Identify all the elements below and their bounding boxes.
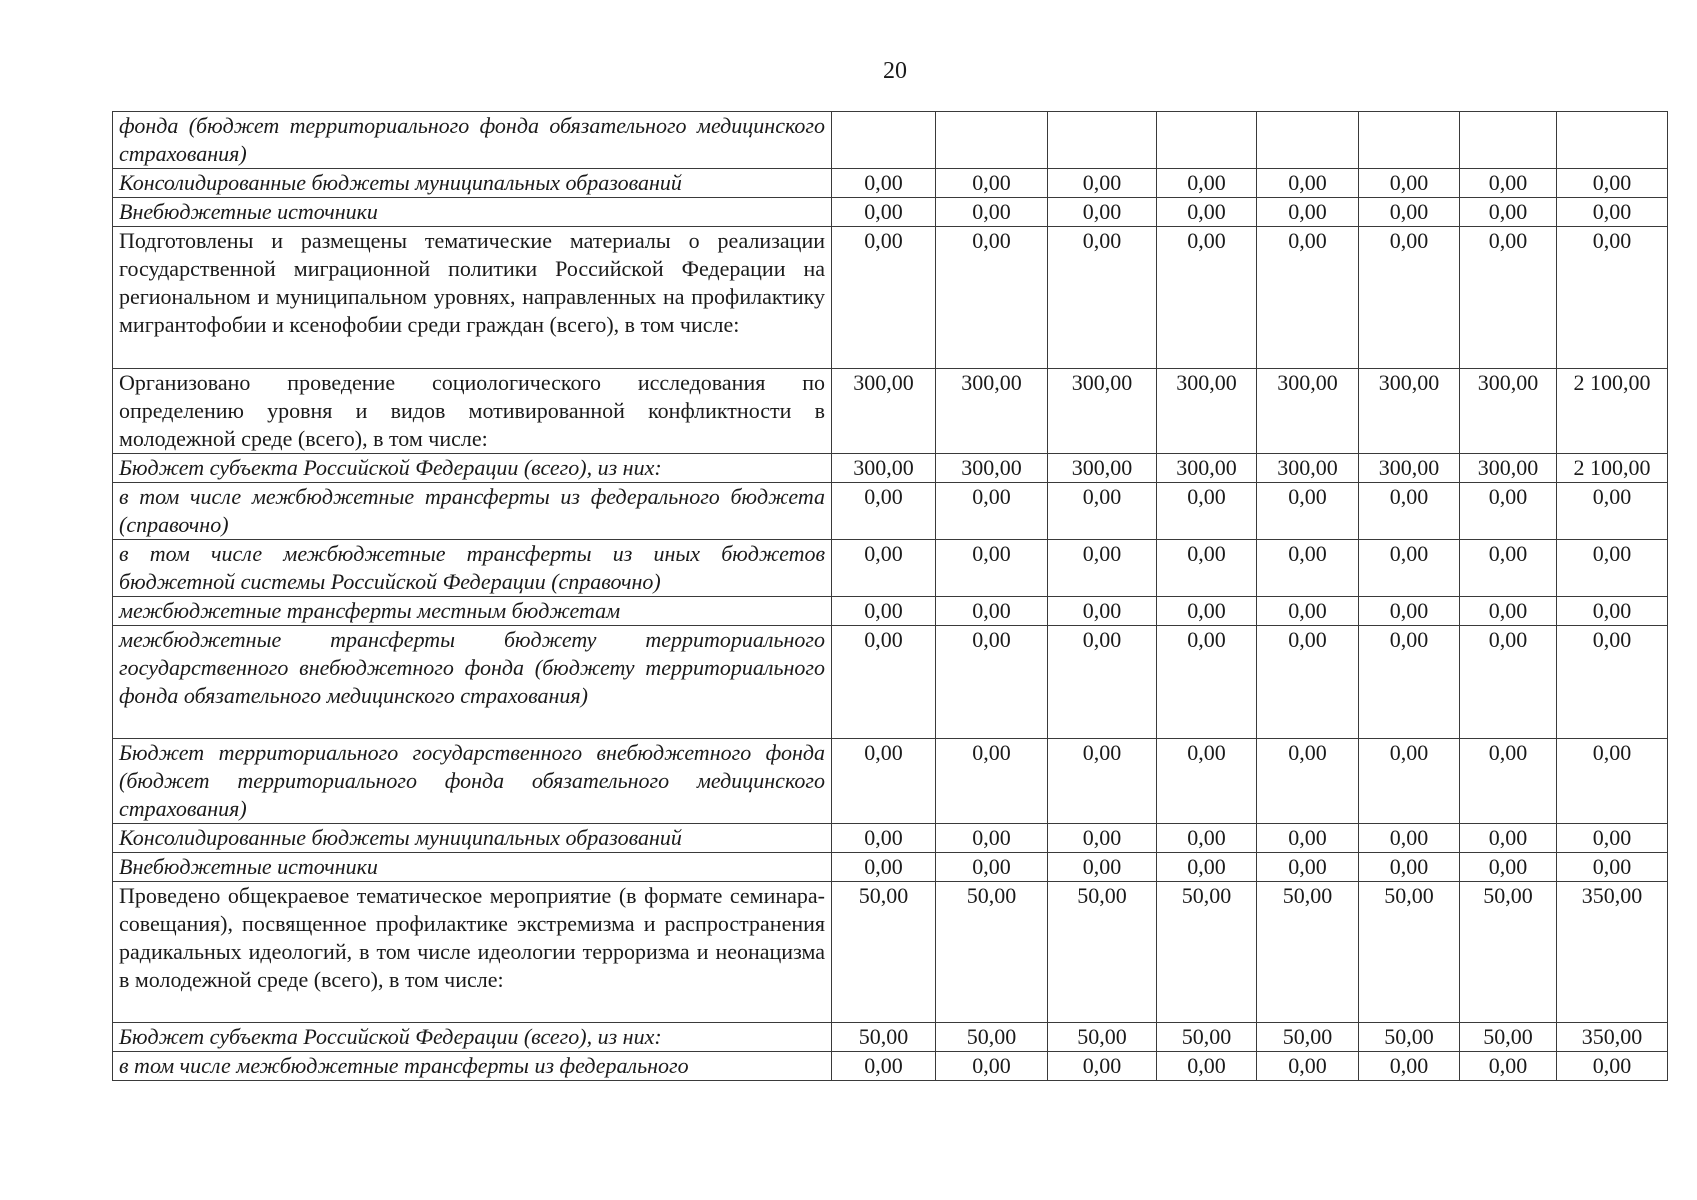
year-value-cell: 50,00	[1460, 882, 1557, 1023]
year-value-cell: 0,00	[1359, 597, 1460, 626]
row-label: Внебюджетные источники	[113, 853, 832, 882]
year-value-cell: 0,00	[1048, 169, 1157, 198]
year-value-cell: 300,00	[1257, 369, 1359, 454]
year-value-cell: 0,00	[936, 540, 1048, 597]
year-value-cell: 0,00	[1257, 853, 1359, 882]
total-value-cell	[1557, 112, 1668, 169]
total-value-cell: 0,00	[1557, 824, 1668, 853]
year-value-cell: 0,00	[1157, 739, 1257, 824]
year-value-cell: 0,00	[1359, 1052, 1460, 1081]
row-label: фонда (бюджет территориального фонда обязательного медицинского страхования)	[113, 112, 832, 169]
year-value-cell: 50,00	[1048, 1023, 1157, 1052]
year-value-cell: 300,00	[832, 369, 936, 454]
year-value-cell: 0,00	[936, 169, 1048, 198]
year-value-cell: 0,00	[1460, 227, 1557, 369]
total-value-cell: 0,00	[1557, 169, 1668, 198]
year-value-cell: 0,00	[936, 597, 1048, 626]
year-value-cell: 50,00	[1460, 1023, 1557, 1052]
row-label: в том числе межбюджетные трансферты из федерального	[113, 1052, 832, 1081]
table-body	[113, 112, 1668, 1081]
year-value-cell: 0,00	[1257, 1052, 1359, 1081]
year-value-cell: 50,00	[832, 882, 936, 1023]
year-value-cell: 0,00	[1048, 853, 1157, 882]
year-value-cell: 300,00	[1359, 454, 1460, 483]
year-value-cell: 50,00	[1048, 882, 1157, 1023]
year-value-cell: 0,00	[1157, 597, 1257, 626]
year-value-cell: 300,00	[1157, 369, 1257, 454]
year-value-cell: 0,00	[832, 853, 936, 882]
year-value-cell: 0,00	[1460, 739, 1557, 824]
year-value-cell: 0,00	[1460, 597, 1557, 626]
year-value-cell: 0,00	[1257, 227, 1359, 369]
table-row	[113, 198, 1668, 227]
year-value-cell: 300,00	[1048, 454, 1157, 483]
year-value-cell: 50,00	[936, 1023, 1048, 1052]
year-value-cell: 0,00	[1460, 1052, 1557, 1081]
year-value-cell: 0,00	[936, 626, 1048, 739]
year-value-cell	[832, 112, 936, 169]
total-value-cell: 350,00	[1557, 1023, 1668, 1052]
year-value-cell: 0,00	[936, 227, 1048, 369]
year-value-cell: 300,00	[1048, 369, 1157, 454]
row-label: Бюджет субъекта Российской Федерации (всего), из них:	[113, 1023, 832, 1052]
year-value-cell: 300,00	[936, 369, 1048, 454]
year-value-cell: 0,00	[1460, 540, 1557, 597]
year-value-cell: 0,00	[1048, 198, 1157, 227]
year-value-cell: 0,00	[832, 739, 936, 824]
year-value-cell: 0,00	[1359, 227, 1460, 369]
year-value-cell: 0,00	[1257, 739, 1359, 824]
total-value-cell: 0,00	[1557, 227, 1668, 369]
year-value-cell: 0,00	[1460, 483, 1557, 540]
table-row	[113, 626, 1668, 739]
year-value-cell	[1157, 112, 1257, 169]
year-value-cell: 0,00	[1460, 824, 1557, 853]
year-value-cell: 300,00	[1460, 454, 1557, 483]
year-value-cell: 0,00	[1460, 198, 1557, 227]
year-value-cell: 0,00	[1257, 597, 1359, 626]
year-value-cell: 300,00	[1359, 369, 1460, 454]
year-value-cell: 50,00	[1157, 882, 1257, 1023]
year-value-cell: 0,00	[1257, 169, 1359, 198]
table-row	[113, 739, 1668, 824]
year-value-cell: 300,00	[936, 454, 1048, 483]
table-row	[113, 169, 1668, 198]
year-value-cell: 50,00	[936, 882, 1048, 1023]
row-label: Бюджет территориального государственного внебюджетного фонда (бюджет территориального фонда обязательного медицинского страхования)	[113, 739, 832, 824]
year-value-cell: 0,00	[1048, 824, 1157, 853]
total-value-cell: 0,00	[1557, 597, 1668, 626]
year-value-cell: 0,00	[1257, 198, 1359, 227]
year-value-cell: 50,00	[1157, 1023, 1257, 1052]
row-label: Организовано проведение социологического исследования по определению уровня и видов мотивированной конфликтности в молодежной среде (всего), в том числе:	[113, 369, 832, 454]
table-row	[113, 882, 1668, 1023]
year-value-cell: 0,00	[1157, 540, 1257, 597]
row-label: Консолидированные бюджеты муниципальных образований	[113, 824, 832, 853]
year-value-cell: 0,00	[1257, 824, 1359, 853]
year-value-cell	[936, 112, 1048, 169]
table-row	[113, 853, 1668, 882]
year-value-cell: 0,00	[1359, 824, 1460, 853]
year-value-cell: 0,00	[832, 540, 936, 597]
table-row	[113, 369, 1668, 454]
total-value-cell: 0,00	[1557, 540, 1668, 597]
year-value-cell: 0,00	[1157, 1052, 1257, 1081]
year-value-cell: 0,00	[1359, 739, 1460, 824]
year-value-cell: 0,00	[832, 227, 936, 369]
table-row	[113, 454, 1668, 483]
year-value-cell: 0,00	[1157, 483, 1257, 540]
table-row	[113, 540, 1668, 597]
total-value-cell: 2 100,00	[1557, 454, 1668, 483]
table-row	[113, 483, 1668, 540]
year-value-cell: 50,00	[1359, 882, 1460, 1023]
year-value-cell: 0,00	[1257, 540, 1359, 597]
year-value-cell: 0,00	[936, 198, 1048, 227]
page-number: 20	[883, 58, 907, 84]
year-value-cell: 50,00	[832, 1023, 936, 1052]
year-value-cell: 0,00	[1359, 626, 1460, 739]
year-value-cell: 0,00	[1048, 1052, 1157, 1081]
year-value-cell: 300,00	[1157, 454, 1257, 483]
year-value-cell: 0,00	[936, 483, 1048, 540]
year-value-cell: 0,00	[1048, 597, 1157, 626]
year-value-cell: 0,00	[832, 626, 936, 739]
budget-table	[112, 111, 1668, 1081]
total-value-cell: 0,00	[1557, 483, 1668, 540]
row-label: Внебюджетные источники	[113, 198, 832, 227]
year-value-cell: 0,00	[832, 597, 936, 626]
year-value-cell: 50,00	[1257, 1023, 1359, 1052]
year-value-cell	[1257, 112, 1359, 169]
year-value-cell: 0,00	[1048, 540, 1157, 597]
year-value-cell: 0,00	[936, 1052, 1048, 1081]
year-value-cell: 0,00	[832, 198, 936, 227]
year-value-cell: 0,00	[1460, 853, 1557, 882]
year-value-cell: 0,00	[936, 824, 1048, 853]
year-value-cell: 0,00	[832, 483, 936, 540]
year-value-cell: 0,00	[1157, 227, 1257, 369]
year-value-cell: 300,00	[1460, 369, 1557, 454]
year-value-cell: 300,00	[832, 454, 936, 483]
total-value-cell: 0,00	[1557, 626, 1668, 739]
row-label: Проведено общекраевое тематическое мероприятие (в формате семинара-совещания), посвященное профилактике экстремизма и распространения радикальных идеологий, в том числе идеологии терроризма и неонацизма в молодежной среде (всего), в том числе:	[113, 882, 832, 1023]
year-value-cell	[1460, 112, 1557, 169]
total-value-cell: 0,00	[1557, 1052, 1668, 1081]
year-value-cell: 50,00	[1257, 882, 1359, 1023]
year-value-cell: 0,00	[832, 1052, 936, 1081]
year-value-cell: 0,00	[1359, 198, 1460, 227]
year-value-cell: 50,00	[1359, 1023, 1460, 1052]
year-value-cell: 0,00	[1359, 169, 1460, 198]
year-value-cell: 0,00	[832, 824, 936, 853]
year-value-cell: 0,00	[1157, 626, 1257, 739]
year-value-cell: 0,00	[832, 169, 936, 198]
table-row	[113, 1052, 1668, 1081]
row-label: в том числе межбюджетные трансферты из федерального бюджета (справочно)	[113, 483, 832, 540]
total-value-cell: 0,00	[1557, 853, 1668, 882]
year-value-cell: 0,00	[1257, 626, 1359, 739]
table-row	[113, 1023, 1668, 1052]
total-value-cell: 0,00	[1557, 198, 1668, 227]
year-value-cell: 0,00	[1359, 483, 1460, 540]
year-value-cell	[1048, 112, 1157, 169]
row-label: Консолидированные бюджеты муниципальных образований	[113, 169, 832, 198]
year-value-cell: 0,00	[1359, 540, 1460, 597]
year-value-cell: 0,00	[1157, 824, 1257, 853]
row-label: межбюджетные трансферты бюджету территориального государственного внебюджетного фонда (бюджету территориального фонда обязательного медицинского страхования)	[113, 626, 832, 739]
year-value-cell: 0,00	[1460, 626, 1557, 739]
year-value-cell	[1359, 112, 1460, 169]
year-value-cell: 0,00	[1157, 198, 1257, 227]
row-label: межбюджетные трансферты местным бюджетам	[113, 597, 832, 626]
year-value-cell: 0,00	[936, 739, 1048, 824]
year-value-cell: 0,00	[1157, 169, 1257, 198]
table-row	[113, 227, 1668, 369]
year-value-cell: 0,00	[1157, 853, 1257, 882]
row-label: в том числе межбюджетные трансферты из иных бюджетов бюджетной системы Российской Федерации (справочно)	[113, 540, 832, 597]
year-value-cell: 0,00	[1460, 169, 1557, 198]
row-label: Бюджет субъекта Российской Федерации (всего), из них:	[113, 454, 832, 483]
table-row	[113, 597, 1668, 626]
total-value-cell: 2 100,00	[1557, 369, 1668, 454]
row-label: Подготовлены и размещены тематические материалы о реализации государственной миграционной политики Российской Федерации на региональном и муниципальном уровнях, направленных на профилактику мигрантофобии и ксенофобии среди граждан (всего), в том числе:	[113, 227, 832, 369]
year-value-cell: 0,00	[1048, 483, 1157, 540]
year-value-cell: 0,00	[1048, 739, 1157, 824]
table-row	[113, 112, 1668, 169]
total-value-cell: 350,00	[1557, 882, 1668, 1023]
year-value-cell: 0,00	[1048, 626, 1157, 739]
year-value-cell: 0,00	[1257, 483, 1359, 540]
year-value-cell: 0,00	[936, 853, 1048, 882]
table-row	[113, 824, 1668, 853]
year-value-cell: 0,00	[1359, 853, 1460, 882]
year-value-cell: 300,00	[1257, 454, 1359, 483]
year-value-cell: 0,00	[1048, 227, 1157, 369]
total-value-cell: 0,00	[1557, 739, 1668, 824]
